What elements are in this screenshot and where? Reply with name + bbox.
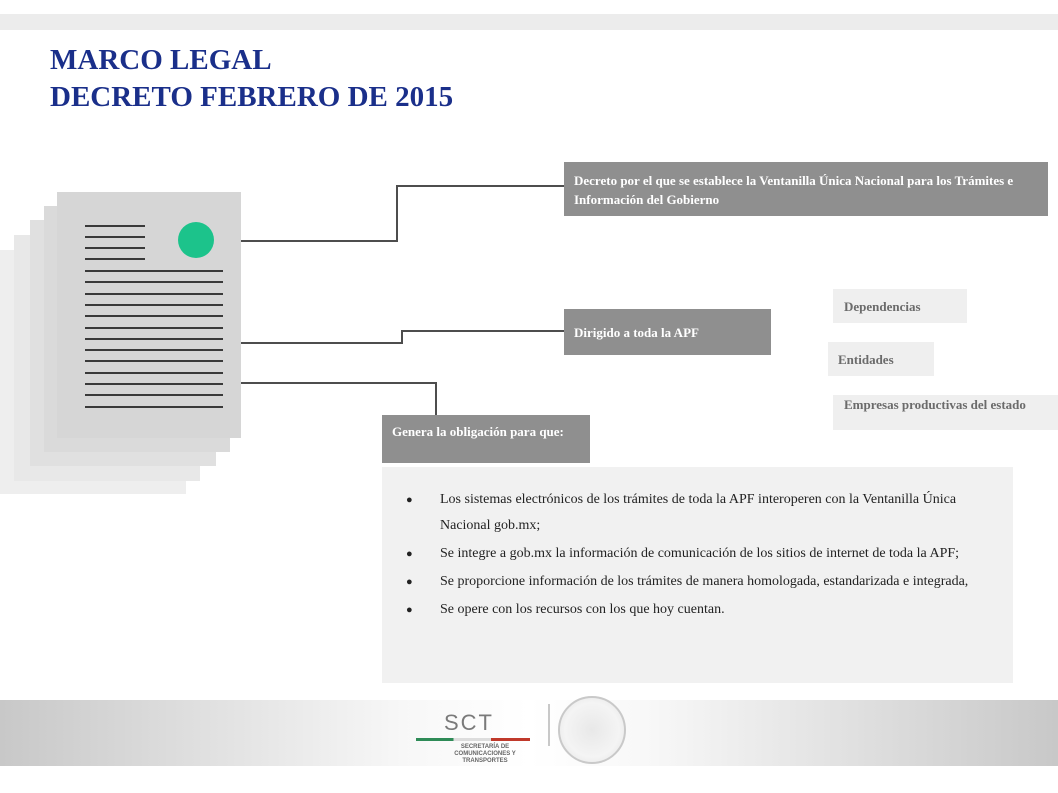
list-item: [406, 541, 999, 567]
sct-logo-word: SCT: [444, 710, 494, 735]
target-entidades: Entidades: [828, 342, 934, 376]
obligations-list: [406, 487, 999, 623]
mexico-seal-icon: [558, 696, 626, 764]
decreto-box: Decreto por el que se establece la Ventanilla Única Nacional para los Trámites e Información del Gobierno: [564, 162, 1048, 216]
bullet-icon: ●: [406, 548, 413, 560]
list-item: [406, 487, 999, 539]
title-line-1: MARCO LEGAL: [50, 44, 272, 76]
sct-logo: [416, 710, 530, 770]
footer-separator: [548, 704, 550, 746]
list-item-text: Los sistemas electrónicos de los trámites de toda la APF interoperen con la Ventanilla Única Nacional gob.mx;: [440, 492, 957, 533]
list-item-text: Se proporcione información de los trámites de manera homologada, estandarizada e integrada,: [440, 574, 969, 589]
list-item-text: Se integre a gob.mx la información de comunicación de los sitios de internet de toda la APF;: [440, 546, 960, 561]
connector-decreto: [241, 186, 564, 241]
apf-box: Dirigido a toda la APF: [564, 309, 771, 355]
connector-genera: [241, 383, 436, 415]
list-item: [406, 597, 999, 623]
title-line-2: DECRETO FEBRERO DE 2015: [50, 81, 454, 113]
genera-box: Genera la obligación para que:: [382, 415, 590, 463]
sct-logo-subtitle: SECRETARÍA DE COMUNICACIONES Y TRANSPORTES: [454, 744, 516, 764]
bullet-icon: ●: [406, 494, 413, 506]
bullet-icon: ●: [406, 604, 413, 616]
target-dependencias: Dependencias: [833, 289, 967, 323]
bullet-icon: ●: [406, 576, 413, 588]
list-item: [406, 569, 999, 595]
obligations-panel: [382, 467, 1013, 683]
list-item-text: Se opere con los recursos con los que hoy cuentan.: [440, 602, 725, 617]
target-empresas: Empresas productivas del estado: [833, 395, 1058, 430]
connector-apf: [241, 331, 564, 343]
sct-logo-stripe: [416, 738, 530, 741]
